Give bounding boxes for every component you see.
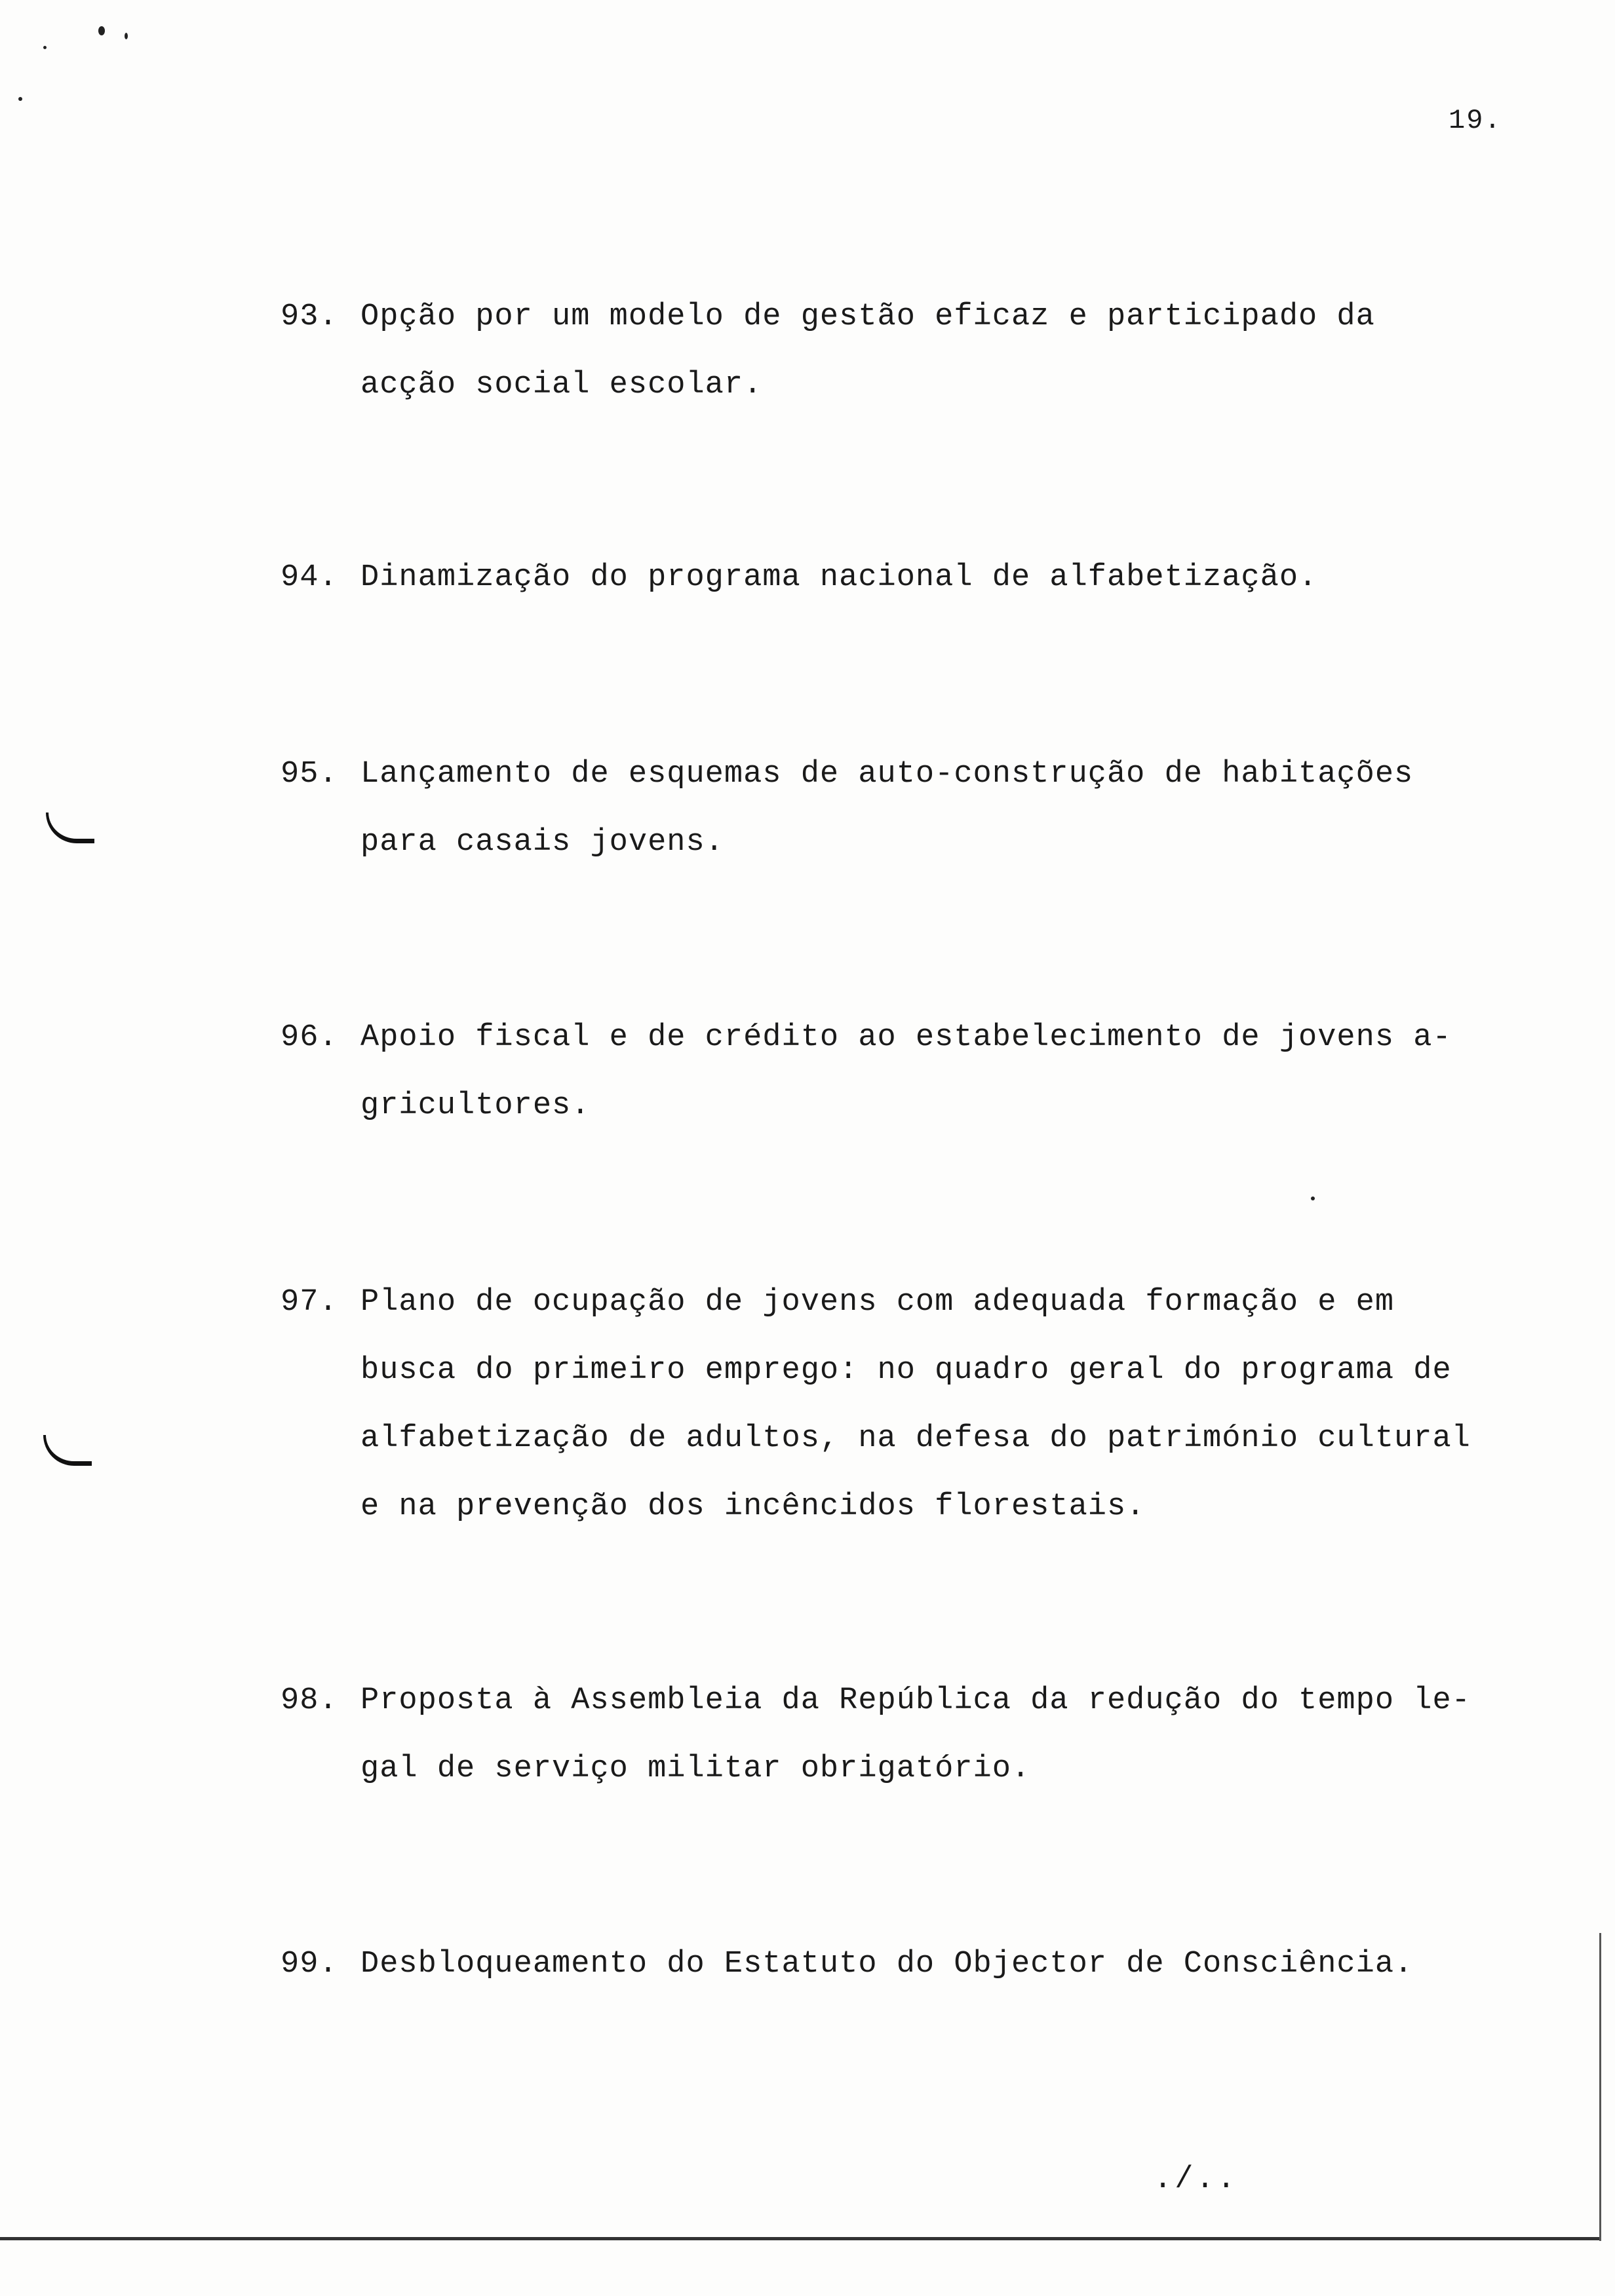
item-line: Lançamento de esquemas de auto-construção de habitações [360, 757, 1414, 792]
item-line: gal de serviço militar obrigatório. [360, 1751, 1031, 1786]
item-line: Desbloqueamento do Estatuto do Objector de Consciência. [360, 1947, 1414, 1981]
list-item-97 [281, 1269, 1526, 1541]
item-line: alfabetização de adultos, na defesa do património cultural [360, 1421, 1471, 1456]
page-number: 19. [1449, 105, 1502, 136]
list-item-99 [281, 1930, 1526, 1999]
item-number: 99. [281, 1947, 338, 1981]
scan-speck [18, 97, 22, 101]
item-line: gricultores. [360, 1088, 591, 1123]
list-item-96 [281, 1004, 1526, 1140]
item-number: 93. [281, 299, 338, 334]
item-line: busca do primeiro emprego: no quadro geral do programa de [360, 1353, 1452, 1388]
item-line: Proposta à Assembleia da República da redução do tempo le- [360, 1683, 1471, 1718]
item-line: para casais jovens. [360, 825, 724, 860]
item-number: 94. [281, 560, 338, 595]
item-number: 98. [281, 1683, 338, 1718]
item-line: Opção por um modelo de gestão eficaz e participado da [360, 299, 1375, 334]
list-item-94 [281, 544, 1526, 612]
page-bottom-edge [0, 2237, 1599, 2240]
list-item-98 [281, 1667, 1526, 1803]
continuation-mark: ./.. [1154, 2162, 1238, 2197]
item-number: 95. [281, 757, 338, 792]
item-number: 96. [281, 1020, 338, 1055]
scan-speck [125, 33, 128, 39]
page-right-edge [1599, 1933, 1601, 2241]
scan-speck [43, 46, 47, 49]
item-line: Apoio fiscal e de crédito ao estabelecimento de jovens a- [360, 1020, 1452, 1055]
item-line: Plano de ocupação de jovens com adequada formação e em [360, 1285, 1395, 1320]
list-item-95 [281, 740, 1526, 877]
margin-mark [43, 1435, 92, 1466]
item-line: Dinamização do programa nacional de alfabetização. [360, 560, 1318, 595]
item-line: e na prevenção dos incêncidos florestais. [360, 1489, 1146, 1524]
list-item-93 [281, 283, 1526, 419]
margin-mark [46, 813, 94, 843]
scan-speck [1311, 1196, 1315, 1200]
item-line: acção social escolar. [360, 368, 763, 402]
item-number: 97. [281, 1285, 338, 1320]
scan-speck [98, 26, 105, 35]
